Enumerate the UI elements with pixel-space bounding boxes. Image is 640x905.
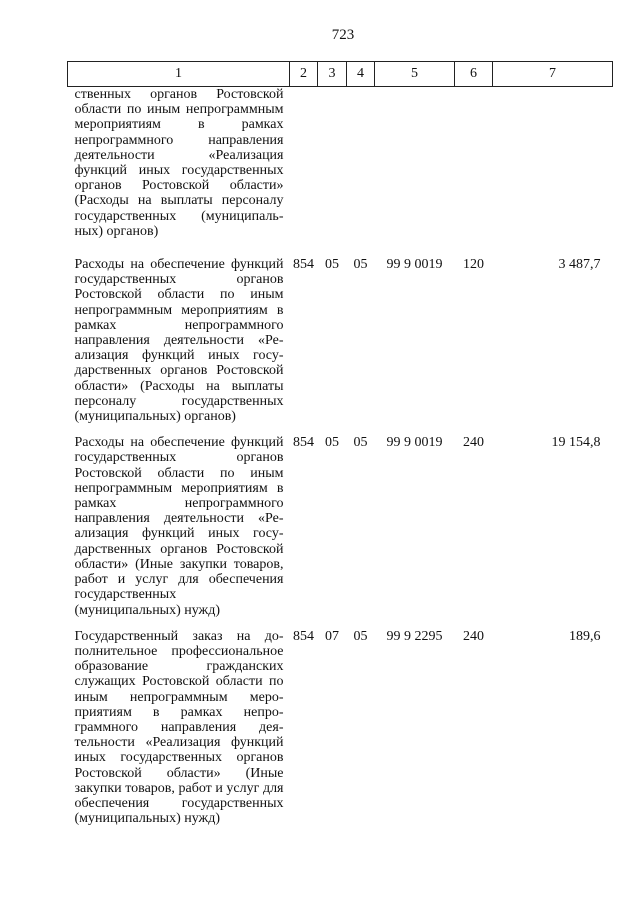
row-amount: 189,6 bbox=[569, 628, 601, 644]
row-subsection-code: 05 bbox=[353, 435, 368, 451]
row-amount: 19 154,8 bbox=[551, 435, 601, 451]
table-row bbox=[68, 87, 613, 252]
budget-table bbox=[67, 61, 613, 831]
row-description: Расходы на обеспечение функций государственных органов Ростовской области по иным непрограммным мероприятиям в рамках непрограммного направления деятельности «Реализация функций иных государственных органов Ростовской области» (Расходы на выплаты персоналу государственных (муниципальных) органов) bbox=[74, 257, 284, 425]
row-section-code: 05 bbox=[325, 435, 339, 451]
column-header-1: 1 bbox=[68, 62, 290, 87]
row-amount bbox=[493, 87, 613, 252]
column-header-6: 6 bbox=[455, 62, 493, 87]
column-header-5: 5 bbox=[375, 62, 455, 87]
row-amount: 3 487,7 bbox=[558, 257, 601, 273]
column-header-7: 7 bbox=[493, 62, 613, 87]
row-ministry-code: 854 bbox=[293, 435, 314, 451]
row-subsection-code: 05 bbox=[353, 628, 368, 644]
row-ministry-code: 854 bbox=[293, 257, 314, 273]
row-ministry-code bbox=[290, 87, 318, 252]
table-row bbox=[68, 429, 613, 622]
row-expense-type-code: 240 bbox=[463, 435, 484, 451]
table-row bbox=[68, 251, 613, 429]
row-section-code bbox=[318, 87, 347, 252]
page-number: 723 bbox=[331, 27, 355, 43]
row-expense-type-code: 120 bbox=[463, 257, 484, 273]
row-target-code: 99 9 0019 bbox=[386, 257, 443, 273]
row-ministry-code: 854 bbox=[293, 628, 314, 644]
row-description: Расходы на обеспечение функций государственных органов Ростовской области по иным непрограммным мероприятиям в рамках непрограммного направления деятельности «Реализация функций иных государственных органов Ростовской области» (Иные закупки товаров, работ и услуг для обеспечения государственных (муниципальных) нужд) bbox=[74, 435, 284, 618]
row-expense-type-code bbox=[455, 87, 493, 252]
column-header-4: 4 bbox=[347, 62, 375, 87]
row-subsection-code bbox=[347, 87, 375, 252]
table-row bbox=[68, 623, 613, 832]
row-target-code: 99 9 0019 bbox=[386, 435, 443, 451]
row-description: ственных органов Ростовской области по иным непрограммным мероприятиям в рамках непрограммного направления деятельности «Реализация функций иных государственных органов Ростовской области» (Расходы на выплаты персоналу государственных (муниципальных) органов) bbox=[74, 87, 284, 239]
row-subsection-code: 05 bbox=[353, 257, 368, 273]
row-description: Государственный заказ на дополнительное профессиональное образование гражданских служащих Ростовской области по иным непрограммным мероприятиям в рамках непрограммного направления деятельности «Реализация функций иных государственных органов Ростовской области» (Иные закупки товаров, работ и услуг для обеспечения государственных (муниципальных) нужд) bbox=[74, 628, 284, 827]
row-target-code: 99 9 2295 bbox=[386, 628, 443, 644]
column-header-2: 2 bbox=[290, 62, 318, 87]
column-header-3: 3 bbox=[318, 62, 347, 87]
row-target-code bbox=[375, 87, 455, 252]
table-header-row bbox=[68, 62, 613, 87]
row-section-code: 07 bbox=[325, 628, 339, 644]
row-expense-type-code: 240 bbox=[463, 628, 484, 644]
row-section-code: 05 bbox=[325, 257, 339, 273]
